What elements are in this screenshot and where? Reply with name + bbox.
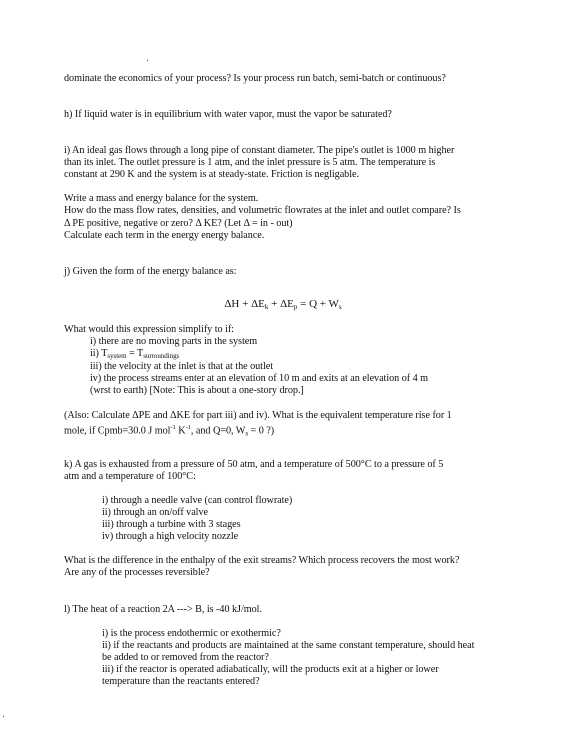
eq-sub: s	[338, 303, 342, 311]
list-item: (wrst to earth) [Note: This is about a one-story drop.]	[90, 385, 304, 396]
question-j: j) Given the form of the energy balance as:	[64, 266, 237, 277]
text-line: dominate the economics of your process? Is your process run batch, semi-batch or continuous?	[64, 73, 446, 84]
question-i: i) An ideal gas flows through a long pipe of constant diameter. The pipe's outlet is 1000 m higher	[64, 145, 455, 156]
eq-part: ΔH + ΔE	[224, 298, 265, 310]
text-line: atm and a temperature of 100°C:	[64, 471, 196, 482]
text-line: Are any of the processes reversible?	[64, 567, 210, 578]
subscript: system	[107, 352, 127, 360]
list-item: iv) the process streams enter at an elevation of 10 m and exits at an elevation of 4 m	[90, 373, 429, 384]
eq-part: = Q + W	[297, 298, 339, 310]
text-line: How do the mass flow rates, densities, and volumetric flowrates at the inlet and outlet compare? Is	[64, 205, 461, 216]
question-k: k) A gas is exhausted from a pressure of 50 atm, and a temperature of 500°C to a pressure of 5	[64, 459, 444, 470]
speck	[147, 60, 148, 61]
list-item: iii) the velocity at the inlet is that at the outlet	[90, 361, 273, 372]
list-item: ii) if the reactants and products are maintained at the same constant temperature, should heat	[102, 640, 475, 651]
list-item: iii) if the reactor is operated adiabatically, will the products exit at a higher or lower	[102, 664, 439, 675]
text-line: What would this expression simplify to if:	[64, 324, 234, 335]
energy-balance-equation	[0, 298, 566, 311]
list-item-text: = T	[126, 348, 144, 359]
superscript: -1	[170, 424, 176, 431]
text-line: Δ PE positive, negative or zero? Δ KE? (Let Δ = in - out)	[64, 218, 293, 229]
list-item: temperature than the reactants entered?	[102, 676, 260, 687]
list-item: iv) through a high velocity nozzle	[102, 531, 239, 542]
eq-sub: p	[293, 303, 298, 311]
list-item: iii) through a turbine with 3 stages	[102, 519, 241, 530]
subscript: surroundings	[143, 352, 180, 360]
text-line: constant at 290 K and the system is at steady-state. Friction is negligable.	[64, 169, 359, 180]
superscript: -1	[185, 424, 191, 431]
text-part: mole, if Cpmb=30.0 J mol	[64, 425, 171, 437]
speck	[3, 716, 4, 717]
text-part: = 0 ?)	[248, 425, 275, 437]
question-h: h) If liquid water is in equilibrium with water vapor, must the vapor be saturated?	[64, 109, 392, 120]
text-line: (Also: Calculate ΔPE and ΔKE for part iii) and iv). What is the equivalent temperature rise for 1	[64, 410, 452, 421]
list-item: ii) through an on/off valve	[102, 507, 208, 518]
subscript: s	[245, 429, 249, 438]
question-l: l) The heat of a reaction 2A ---> B, is -40 kJ/mol.	[64, 604, 262, 615]
list-item: i) is the process endothermic or exothermic?	[102, 628, 281, 639]
list-item	[90, 348, 179, 362]
list-item: i) there are no moving parts in the system	[90, 336, 258, 347]
eq-part: + ΔE	[268, 298, 294, 310]
list-item-text: ii) T	[90, 348, 108, 359]
text-line: than its inlet. The outlet pressure is 1 atm, and the inlet pressure is 5 atm. The temperature is	[64, 157, 436, 168]
text-line	[64, 422, 274, 439]
text-line: Write a mass and energy balance for the system.	[64, 193, 259, 204]
text-part: K	[175, 425, 186, 437]
text-line: What is the difference in the enthalpy of the exit streams? Which process recovers the most work?	[64, 555, 460, 566]
text-part: , and Q=0, W	[190, 425, 246, 437]
list-item: be added to or removed from the reactor?	[102, 652, 269, 663]
eq-sub: k	[264, 303, 269, 311]
text-line: Calculate each term in the energy energy balance.	[64, 230, 265, 241]
list-item: i) through a needle valve (can control flowrate)	[102, 495, 293, 506]
